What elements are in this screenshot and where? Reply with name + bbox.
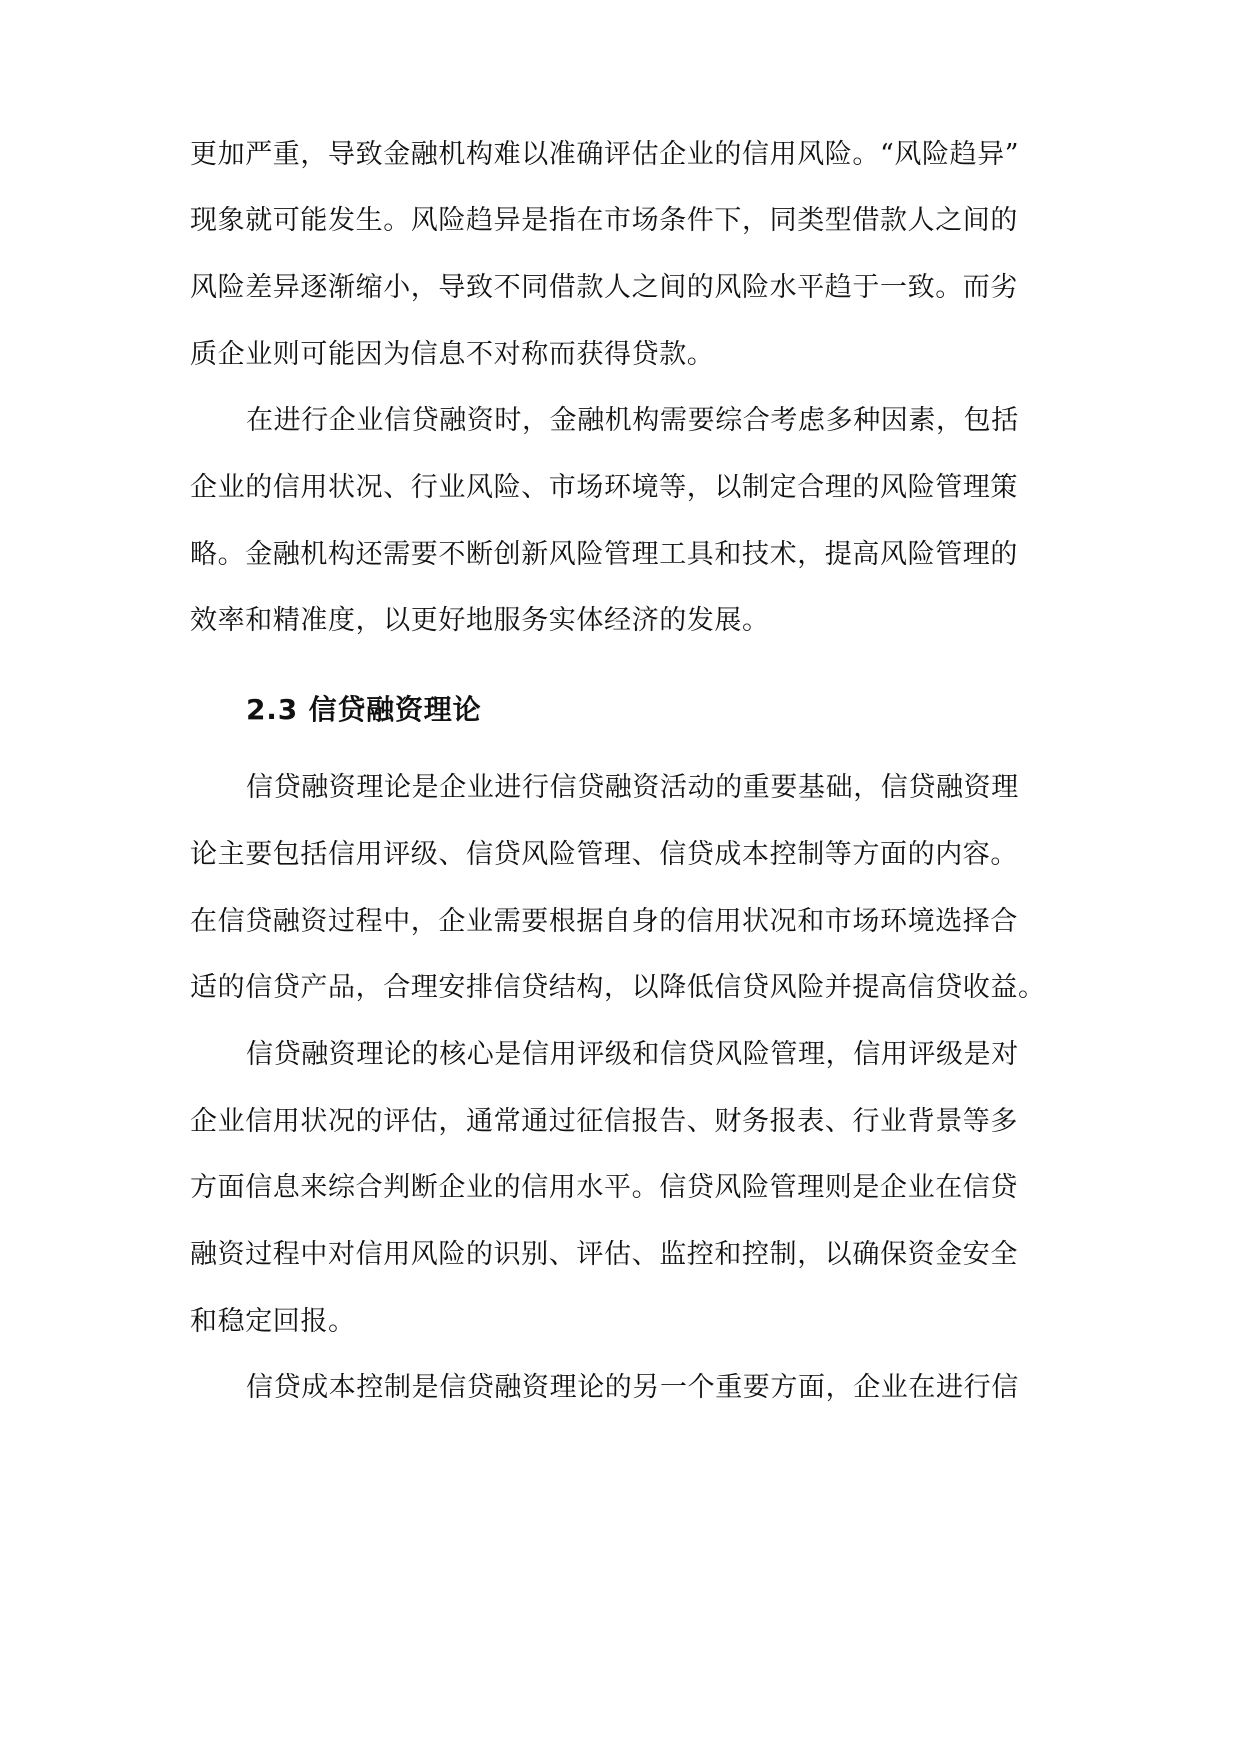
text-line: 方面信息来综合判断企业的信用水平。信贷风险管理则是企业在信贷 bbox=[190, 1172, 1018, 1203]
text-line: 在进行企业信贷融资时，金融机构需要综合考虑多种因素，包括 bbox=[246, 405, 1019, 436]
text-line: 现象就可能发生。风险趋异是指在市场条件下，同类型借款人之间的 bbox=[190, 205, 1018, 236]
section-heading bbox=[246, 690, 481, 730]
text-line: 融资过程中对信用风险的识别、评估、监控和控制，以确保资金安全 bbox=[190, 1239, 1018, 1270]
text-line: 论主要包括信用评级、信贷风险管理、信贷成本控制等方面的内容。 bbox=[190, 839, 1018, 870]
text-line: 风险差异逐渐缩小，导致不同借款人之间的风险水平趋于一致。而劣 bbox=[190, 272, 1018, 303]
text-line: 质企业则可能因为信息不对称而获得贷款。 bbox=[190, 339, 715, 370]
text-line: 信贷融资理论的核心是信用评级和信贷风险管理，信用评级是对 bbox=[246, 1039, 1019, 1070]
text-line: 略。金融机构还需要不断创新风险管理工具和技术，提高风险管理的 bbox=[190, 539, 1018, 570]
text-line: 在信贷融资过程中，企业需要根据自身的信用状况和市场环境选择合 bbox=[190, 906, 1018, 937]
text-line: 企业的信用状况、行业风险、市场环境等，以制定合理的风险管理策 bbox=[190, 472, 1018, 503]
text-line: 适的信贷产品，合理安排信贷结构，以降低信贷风险并提高信贷收益。 bbox=[190, 972, 1046, 1003]
section-title: 信贷融资理论 bbox=[308, 693, 482, 726]
text-line: 企业信用状况的评估，通常通过征信报告、财务报表、行业背景等多 bbox=[190, 1106, 1018, 1137]
section-number: 2.3 bbox=[246, 693, 299, 726]
text-line: 信贷融资理论是企业进行信贷融资活动的重要基础，信贷融资理 bbox=[246, 772, 1019, 803]
text-line: 信贷成本控制是信贷融资理论的另一个重要方面，企业在进行信 bbox=[246, 1372, 1019, 1403]
text-line: 更加严重，导致金融机构难以准确评估企业的信用风险。“风险趋异” bbox=[190, 139, 1020, 170]
text-line: 和稳定回报。 bbox=[190, 1306, 356, 1337]
text-line: 效率和精准度，以更好地服务实体经济的发展。 bbox=[190, 605, 770, 636]
